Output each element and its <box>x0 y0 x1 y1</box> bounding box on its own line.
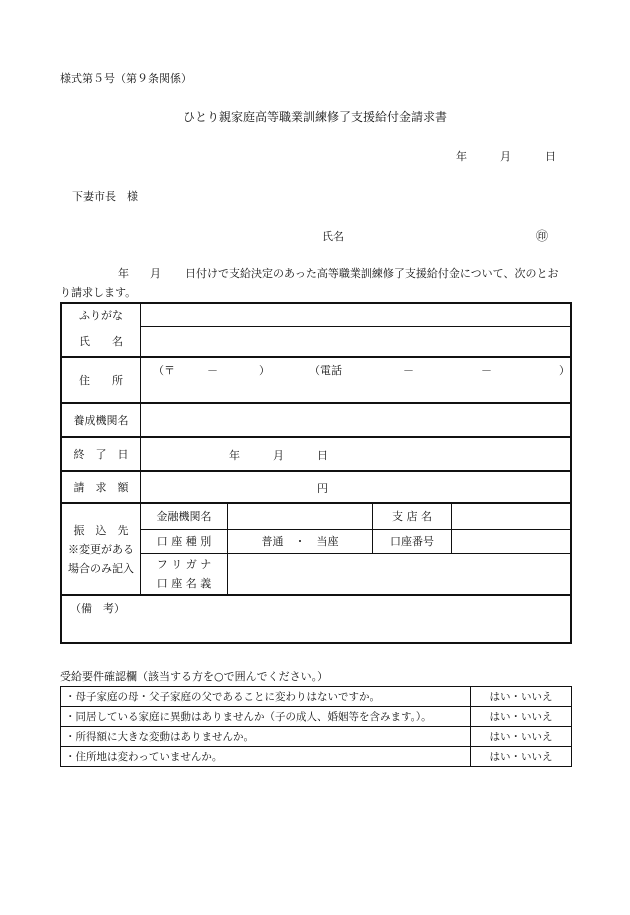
phone-dash-1: － <box>403 364 414 377</box>
date-year-label: 年 <box>456 150 467 163</box>
transfer-label-line1: 振 込 先 <box>73 523 129 537</box>
seal-icon: ㊞ <box>536 229 549 243</box>
completion-month: 月 <box>273 449 284 462</box>
transfer-details <box>141 503 572 595</box>
account-type-label: 口 座 種 別 <box>141 529 228 553</box>
holder-kana-label: フ リ ガ ナ <box>156 557 212 571</box>
account-type-value[interactable]: 普通 ・ 当座 <box>228 529 373 553</box>
address-field[interactable] <box>141 357 572 403</box>
requirement-row <box>61 747 572 767</box>
requirements-table <box>60 686 572 767</box>
requirement-answer[interactable]: はい・いいえ <box>471 687 572 707</box>
phone-open: （電話 <box>309 364 342 377</box>
amount-label: 請 求 額 <box>61 471 141 503</box>
requirement-row <box>61 687 572 707</box>
name-field[interactable] <box>141 326 572 357</box>
amount-field[interactable] <box>141 471 572 503</box>
account-holder-label <box>141 553 228 594</box>
transfer-label-line3: 場合のみ記入 <box>68 561 134 575</box>
completion-year: 年 <box>229 449 240 462</box>
intro-text-line1: 日付けで支給決定のあった高等職業訓練修了支援給付金について、次のとお <box>185 267 559 280</box>
bank-name-label: 金融機関名 <box>141 504 228 529</box>
account-holder-field[interactable] <box>228 553 571 594</box>
intro-year: 年 <box>118 267 129 280</box>
completion-date-label: 終 了 日 <box>61 437 141 471</box>
furigana-label: ふりがな <box>61 303 141 326</box>
bank-table <box>141 504 570 594</box>
requirements-heading: 受給要件確認欄（該当する方を○で囲んでください。） <box>60 670 329 683</box>
requirement-answer[interactable]: はい・いいえ <box>471 707 572 727</box>
form-number: 様式第５号（第９条関係） <box>60 72 192 85</box>
requirement-answer[interactable]: はい・いいえ <box>471 727 572 747</box>
phone-dash-2: － <box>481 364 492 377</box>
requirement-question: ・所得額に大きな変動はありませんか。 <box>61 727 471 747</box>
requirement-question: ・住所地は変わっていませんか。 <box>61 747 471 767</box>
requirement-question: ・同居している家庭に異動はありませんか（子の成人、婚姻等を含みます。）。 <box>61 707 471 727</box>
phone-close: ） <box>559 364 570 377</box>
postal-dash: － <box>207 364 218 377</box>
requirement-row <box>61 727 572 747</box>
transfer-label <box>61 503 141 595</box>
amount-unit: 円 <box>317 482 328 495</box>
document-title: ひとり親家庭高等職業訓練修了支援給付金請求書 <box>182 110 447 124</box>
intro-month: 月 <box>150 267 161 280</box>
requirement-question: ・母子家庭の母・父子家庭の父であることに変わりはないですか。 <box>61 687 471 707</box>
applicant-name-label: 氏名 <box>322 230 344 243</box>
branch-field[interactable] <box>452 504 571 529</box>
application-form-table <box>60 302 572 644</box>
requirement-answer[interactable]: はい・いいえ <box>471 747 572 767</box>
account-number-field[interactable] <box>452 529 571 553</box>
completion-date-field[interactable] <box>141 437 572 471</box>
remarks-field[interactable] <box>61 595 571 643</box>
institution-field[interactable] <box>141 403 572 437</box>
branch-label: 支 店 名 <box>373 504 452 529</box>
remarks-label: （備 考） <box>70 602 125 615</box>
postal-open: （〒 <box>153 364 175 377</box>
account-number-label: 口座番号 <box>373 529 452 553</box>
intro-text-line2: り請求します。 <box>60 286 137 299</box>
institution-label: 養成機関名 <box>61 403 141 437</box>
furigana-field[interactable] <box>141 303 572 326</box>
date-day-label: 日 <box>545 150 556 163</box>
bank-name-field[interactable] <box>228 504 373 529</box>
addressee: 下妻市長 様 <box>72 190 138 203</box>
holder-name-label: 口 座 名 義 <box>156 576 212 590</box>
address-label: 住 所 <box>61 357 141 403</box>
postal-close: ） <box>259 364 270 377</box>
requirement-row <box>61 707 572 727</box>
date-month-label: 月 <box>500 150 511 163</box>
completion-day: 日 <box>317 449 328 462</box>
name-label: 氏 名 <box>61 326 141 357</box>
transfer-label-line2: ※変更がある <box>68 542 134 556</box>
